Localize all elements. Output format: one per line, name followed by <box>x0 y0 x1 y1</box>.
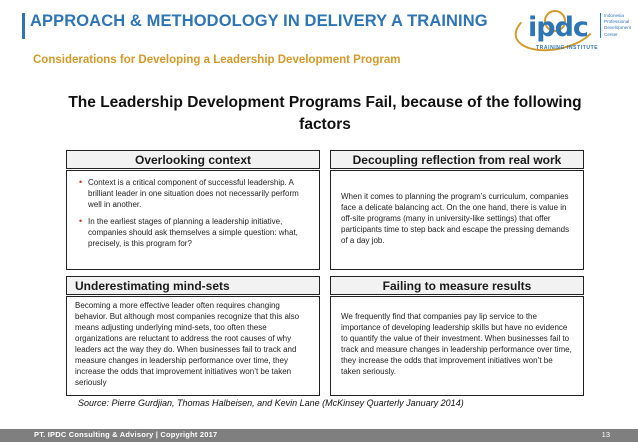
context-bullet-list <box>67 171 319 249</box>
panel-measure-body <box>330 296 584 396</box>
page-subtitle: Considerations for Developing a Leadership Development Program <box>33 54 401 66</box>
panel-overlooking-context-body <box>66 170 320 270</box>
context-bullet-1: • Context is a critical component of successful leadership. A brilliant leader in one situation does not necessarily perform well in another. <box>79 177 311 210</box>
main-heading: The Leadership Development Programs Fail, because of the following factors <box>68 94 582 133</box>
mindsets-text: Becoming a more effective leader often requires changing behavior. But although most companies recognize that this also means adjusting underlying mind-sets, too often these organizations are reluctant to address the root causes of why leaders act the way they do. When businesses fail to track and measure changes in leadership performance over time, they increase the odds that improvement initiatives won’t be taken seriously <box>75 301 300 387</box>
panel-measure-heading: Failing to measure results <box>330 276 584 295</box>
footer-bar <box>0 429 638 442</box>
ipdc-logo <box>512 4 630 56</box>
source-citation: Source: Pierre Gurdjian, Thomas Halbeisen, and Kevin Lane (McKinsey Quarterly January 2014) <box>78 398 464 408</box>
measure-text: We frequently find that companies pay lip service to the importance of developing leadership skills but have no evidence to quantify the value of their investment. When businesses fail to track and measure changes in leadership performance over time, they increase the odds that improvement initiatives won’t be taken seriously. <box>341 312 572 376</box>
page-number: 13 <box>601 430 610 439</box>
context-bullet-2: • In the earliest stages of planning a leadership initiative, companies should ask themselves a simple question: what, precisely, is this program for? <box>79 216 311 249</box>
header-accent-bar <box>22 13 25 39</box>
panel-overlooking-context-heading: Overlooking context <box>66 150 320 169</box>
decoupling-text: When it comes to planning the program’s curriculum, companies face a delicate balancing act. On the one hand, there is value in off-site programs (many in university-like settings) that offer participants time to step back and escape the pressing demands of a day job. <box>341 192 570 245</box>
logo-brand-text: ipdc <box>528 12 588 43</box>
logo-tagline: TRAINING INSTITUTE <box>536 45 599 51</box>
page-title: APPROACH & METHODOLOGY IN DELIVERY A TRAINING <box>30 12 488 30</box>
panel-mindsets-body <box>66 296 320 396</box>
panel-mindsets-heading: Underestimating mind-sets <box>66 276 320 295</box>
panel-decoupling-body <box>330 170 584 270</box>
logo-side-text: Indonesia Professional Development Center <box>600 13 628 38</box>
footer-copyright: PT. IPDC Consulting & Advisory | Copyright 2017 <box>34 430 218 439</box>
panel-decoupling-heading: Decoupling reflection from real work <box>330 150 584 169</box>
